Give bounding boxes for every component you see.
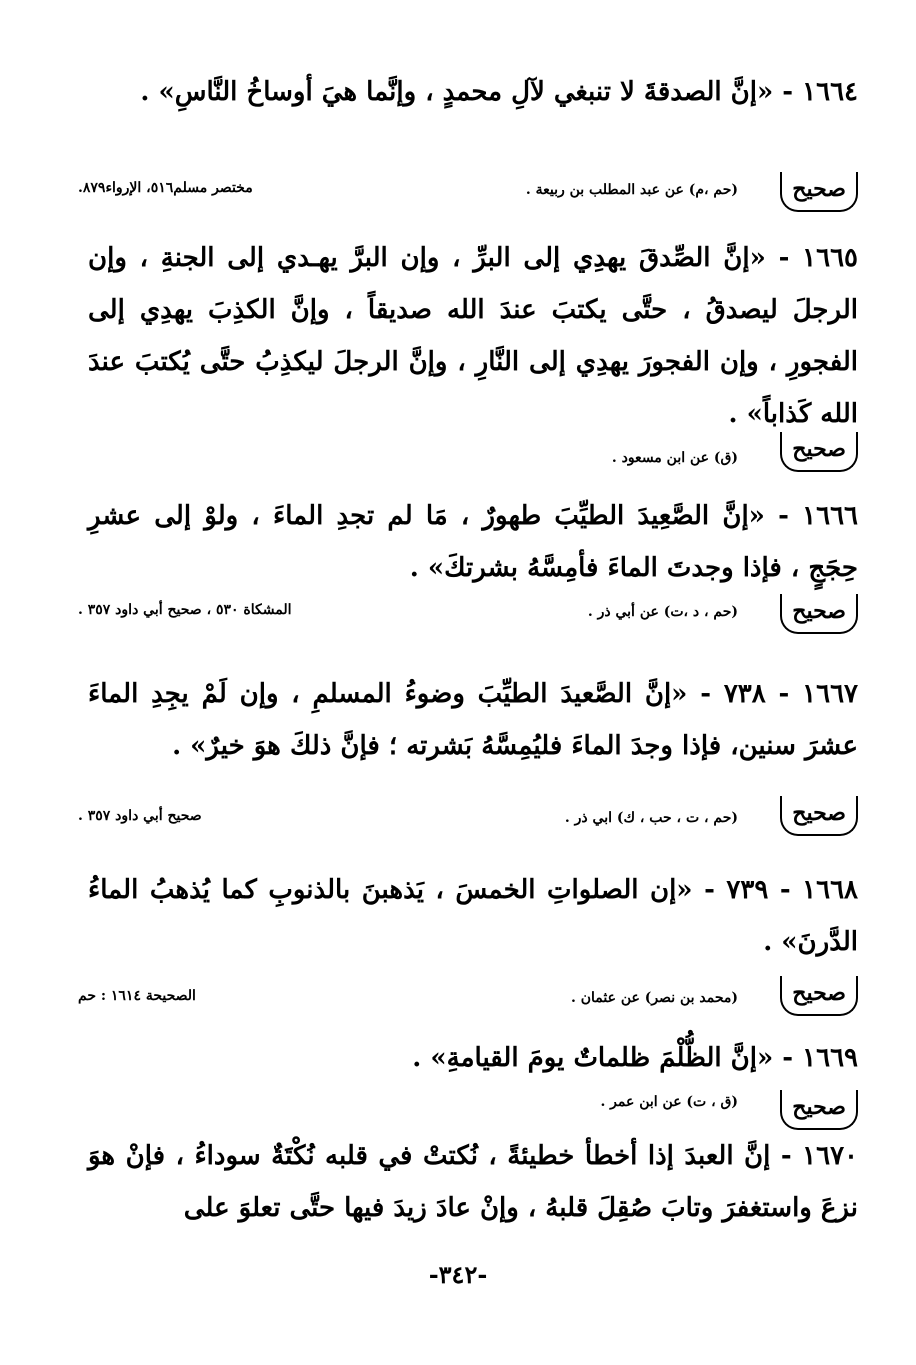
book-references: المشكاة ٥٣٠ ، صحيح أبي داود ٣٥٧ . bbox=[78, 602, 292, 618]
hadith-1666: ١٦٦٦ - «إنَّ الصَّعِيدَ الطيِّبَ طهورٌ ، مَا لم تجدِ الماءَ ، ولوْ إلى عشرِ حِجَجٍ ، فإذا وجدتَ الماءَ فأمِسَّهُ بشرتكَ» . bbox=[88, 501, 858, 583]
book-references: الصحيحة ١٦١٤ : حم bbox=[78, 988, 196, 1004]
hadith-1670: ١٦٧٠ - إنَّ العبدَ إذا أخطأ خطيئةً ، نُكتتْ في قلبه نُكْتَةٌ سوداءُ ، فإنْ هوَ نزعَ واستغفرَ وتابَ صُقِلَ قلبهُ ، وإنْ عادَ زيدَ فيها حتَّى تعلوَ على bbox=[88, 1141, 858, 1223]
book-references: صحيح أبي داود ٣٥٧ . bbox=[78, 808, 202, 824]
grade-badge: صحيح bbox=[780, 432, 858, 472]
reference-line-1666 bbox=[78, 594, 858, 642]
source-citation: (حم ، د ،ت) عن أبي ذر . bbox=[587, 604, 738, 620]
source-citation: (حم ،م) عن عبد المطلب بن ربيعة . bbox=[525, 182, 738, 198]
reference-line-1667 bbox=[78, 796, 858, 844]
hadith-1665: ١٦٦٥ - «إنَّ الصِّدقَ يهدِي إلى البرِّ ، وإن البرَّ يهـدي إلى الجنةِ ، وإن الرجلَ ليصدقُ ، حتَّى يكتبَ عندَ الله صديقاً ، وإنَّ الكذِبَ يهدِي إلى الفجورِ ، وإن الفجورَ يهدِي إلى النَّارِ ، وإنَّ الرجلَ ليكذِبُ حتَّى يُكتبَ عندَ الله كَذاباً» . bbox=[88, 243, 858, 429]
grade-badge: صحيح bbox=[780, 976, 858, 1016]
source-citation: (محمد بن نصر) عن عثمان . bbox=[570, 990, 738, 1006]
source-citation: (حم ، ت ، حب ، ك) ابي ذر . bbox=[564, 810, 738, 826]
hadith-1667: ١٦٦٧ - ٧٣٨ - «إنَّ الصَّعيدَ الطيِّبَ وضوءُ المسلمِ ، وإن لَمْ يجِدِ الماءَ عشرَ سنين، فإذا وجدَ الماءَ فليُمِسَّهُ بَشرته ؛ فإنَّ ذلكَ هوَ خيرٌ» . bbox=[88, 679, 858, 761]
source-citation: (ق ، ت) عن ابن عمر . bbox=[600, 1094, 738, 1110]
book-references: مختصر مسلم٥١٦، الإرواء٨٧٩. bbox=[78, 180, 253, 196]
grade-badge: صحيح bbox=[780, 594, 858, 634]
reference-line-1665 bbox=[78, 432, 858, 480]
page-number: -٣٤٢- bbox=[428, 1260, 488, 1289]
grade-badge: صحيح bbox=[780, 796, 858, 836]
grade-badge: صحيح bbox=[780, 1090, 858, 1130]
grade-badge: صحيح bbox=[780, 172, 858, 212]
reference-line-1668 bbox=[78, 976, 858, 1024]
source-citation: (ق) عن ابن مسعود . bbox=[611, 450, 738, 466]
reference-line-1664 bbox=[78, 172, 858, 220]
hadith-1669: ١٦٦٩ - «إنَّ الظُّلْمَ ظلماتٌ يومَ القيامةِ» . bbox=[412, 1043, 858, 1073]
hadith-1668: ١٦٦٨ - ٧٣٩ - «إن الصلواتِ الخمسَ ، يَذهبنَ بالذنوبِ كما يُذهبُ الماءُ الدَّرنَ» . bbox=[88, 875, 858, 957]
hadith-1664: ١٦٦٤ - «إنَّ الصدقةَ لا تنبغي لآلِ محمدٍ ، وإنَّما هيَ أوساخُ النَّاسِ» . bbox=[140, 77, 858, 107]
